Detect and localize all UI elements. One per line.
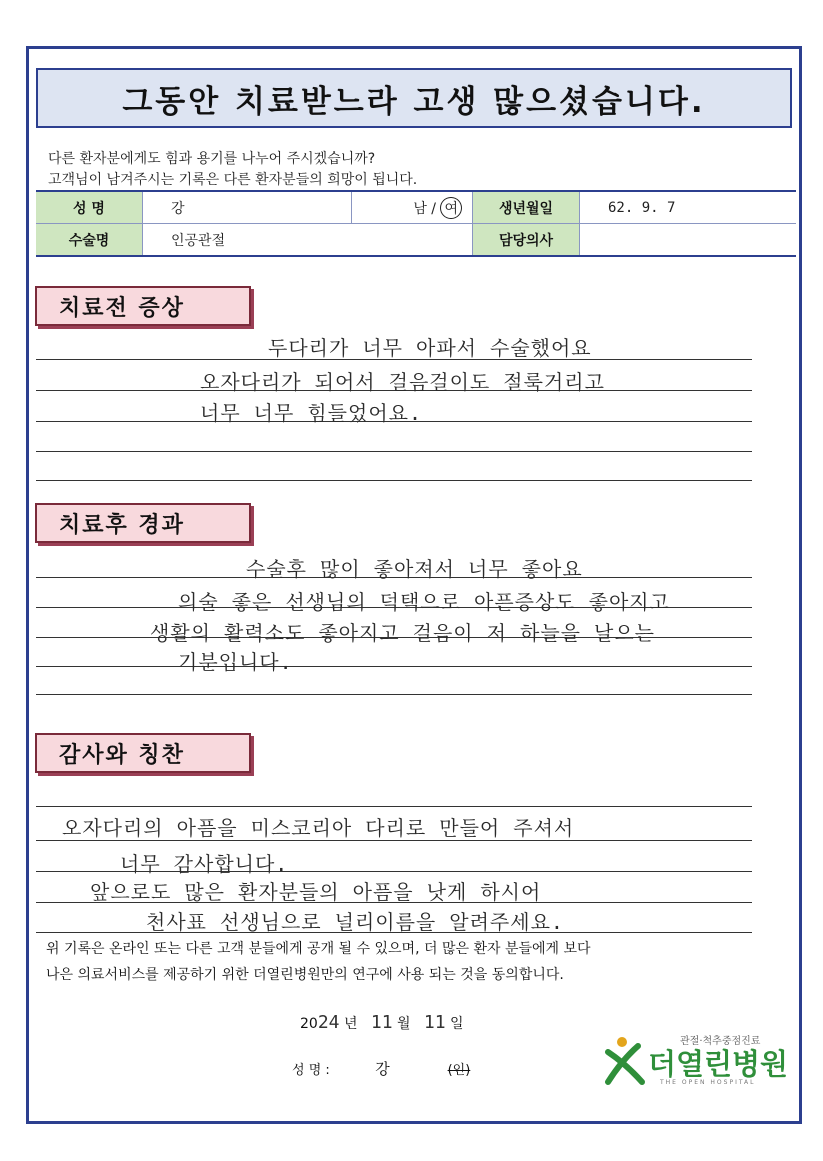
name-value: 강 bbox=[143, 191, 352, 224]
after-text-line: 의술 좋은 선생님의 덕택으로 아픈증상도 좋아지고 bbox=[178, 590, 670, 614]
ruled-line bbox=[36, 806, 752, 807]
day-unit: 일 bbox=[450, 1016, 464, 1032]
before-text-line: 오자다리가 되어서 걸음걸이도 절룩거리고 bbox=[200, 370, 605, 394]
signature-label: 성 명 : bbox=[292, 1063, 330, 1078]
before-text-line: 두다리가 너무 아파서 수술했어요 bbox=[268, 336, 592, 360]
surgery-label: 수술명 bbox=[36, 224, 143, 257]
logo-subtitle: 관절·척추중점진료 bbox=[680, 1036, 761, 1047]
ruled-line bbox=[36, 480, 752, 481]
date-row bbox=[300, 1012, 464, 1033]
section-heading-before: 치료전 증상 bbox=[35, 286, 251, 326]
doctor-label: 담당의사 bbox=[473, 224, 580, 257]
year-unit: 년 bbox=[343, 1016, 358, 1032]
ruled-line bbox=[36, 451, 752, 452]
after-text-line: 생활의 활력소도 좋아지고 걸음이 저 하늘을 날으는 bbox=[150, 621, 655, 645]
thanks-text-line: 오자다리의 아픔을 미스코리아 다리로 만들어 주셔서 bbox=[62, 816, 575, 840]
doctor-value bbox=[580, 224, 797, 257]
day-handwritten: 11 bbox=[423, 1012, 446, 1033]
year-prefix: 20 bbox=[300, 1016, 318, 1032]
sex-separator: / bbox=[431, 200, 437, 217]
logo-name-part1: 더열린 bbox=[648, 1047, 733, 1081]
sex-field bbox=[352, 191, 473, 224]
logo-english: THE OPEN HOSPITAL bbox=[660, 1079, 756, 1086]
section-heading-thanks: 감사와 칭찬 bbox=[35, 733, 251, 773]
year-handwritten: 24 bbox=[317, 1012, 340, 1033]
patient-info-table bbox=[36, 190, 796, 257]
logo-name bbox=[648, 1042, 788, 1083]
signature-row bbox=[292, 1058, 470, 1079]
month-unit: 월 bbox=[397, 1016, 411, 1032]
signature-seal: (인) bbox=[447, 1063, 471, 1078]
birth-label: 생년월일 bbox=[473, 191, 580, 224]
thanks-text-line: 너무 감사합니다. bbox=[120, 852, 289, 876]
after-text-line: 수술후 많이 좋아져서 너무 좋아요 bbox=[246, 557, 583, 581]
before-text-line: 너무 너무 힘들었어요. bbox=[200, 401, 423, 425]
intro-line-1: 다른 환자분에게도 힘과 용기를 나누어 주시겠습니까? bbox=[48, 151, 376, 167]
sex-female-circled: 여 bbox=[440, 197, 462, 219]
consent-line-1: 위 기록은 온라인 또는 다른 고객 분들에게 공개 될 수 있으며, 더 많은 환자 분들에게 보다 bbox=[46, 941, 591, 957]
logo-name-part2: 병원 bbox=[732, 1047, 789, 1081]
sex-male: 남 bbox=[413, 200, 427, 217]
consent-line-2: 나은 의료서비스를 제공하기 위한 더열린병원만의 연구에 사용 되는 것을 동의합니다. bbox=[46, 967, 564, 983]
section-heading-after: 치료후 경과 bbox=[35, 503, 251, 543]
ruled-line bbox=[36, 666, 752, 667]
name-label: 성 명 bbox=[36, 191, 143, 224]
form-title: 그동안 치료받느라 고생 많으셨습니다. bbox=[36, 68, 792, 128]
after-text-line: 기분입니다. bbox=[178, 650, 293, 674]
intro-line-2: 고객님이 남겨주시는 기록은 다른 환자분들의 희망이 됩니다. bbox=[48, 172, 418, 188]
month-handwritten: 11 bbox=[370, 1012, 393, 1033]
birth-value: 62. 9. 7 bbox=[580, 191, 797, 224]
ruled-line bbox=[36, 694, 752, 695]
thanks-text-line: 앞으로도 많은 환자분들의 아픔을 낫게 하시어 bbox=[90, 880, 542, 904]
signature-name: 강 bbox=[375, 1060, 390, 1078]
thanks-text-line: 천사표 선생님으로 널리이름을 알려주세요. bbox=[146, 910, 564, 934]
surgery-value: 인공관절 bbox=[143, 224, 473, 257]
